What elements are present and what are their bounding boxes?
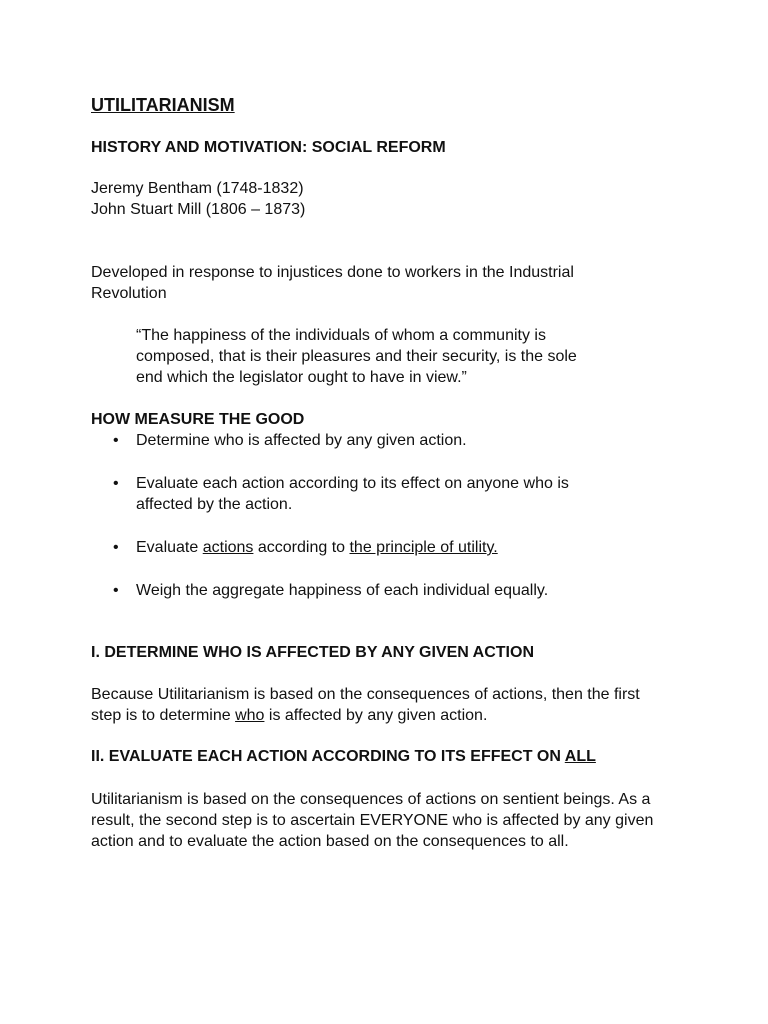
intro-paragraph: Developed in response to injustices done to workers in the Industrial Revolution: [91, 264, 574, 302]
list-item-text: Weigh the aggregate happiness of each individual equally.: [136, 582, 549, 599]
bullet-icon: •: [113, 539, 119, 556]
bullet-icon: •: [113, 582, 119, 599]
list-item-text: Evaluate each action according to its effect on anyone who is affected by the action.: [136, 475, 569, 513]
bentham-quote: “The happiness of the individuals of whom a community is composed, that is their pleasures and their security, is the sole end which the legislator ought to have in view.”: [136, 327, 577, 386]
list-item-underlined-actions: actions: [202, 539, 254, 556]
section-1-text-pre: Because Utilitarianism is based on the consequences of actions, then the first step is to determine: [91, 686, 640, 724]
section-2-heading-all: ALL: [564, 748, 596, 765]
section-1-heading: I. DETERMINE WHO IS AFFECTED BY ANY GIVEN ACTION: [91, 644, 534, 661]
list-item: [91, 580, 691, 601]
list-item-text-mid: according to: [253, 539, 350, 556]
measure-heading: HOW MEASURE THE GOOD: [91, 411, 305, 428]
history-heading: HISTORY AND MOTIVATION: SOCIAL REFORM: [91, 139, 446, 156]
bullet-icon: •: [113, 432, 119, 449]
section-1-paragraph: [91, 684, 666, 726]
list-item-text-pre: Evaluate: [136, 539, 203, 556]
section-2-heading-pre: II. EVALUATE EACH ACTION ACCORDING TO ITS EFFECT ON: [91, 748, 565, 765]
list-item: [91, 430, 691, 451]
bullet-icon: •: [113, 475, 119, 492]
section-1-text-post: is affected by any given action.: [264, 707, 488, 724]
person-mill: John Stuart Mill (1806 – 1873): [91, 201, 306, 218]
list-item: [91, 473, 576, 515]
section-2-heading: [91, 746, 691, 767]
list-item-underlined-principle: the principle of utility.: [349, 539, 498, 556]
measure-list: [91, 430, 691, 601]
list-item: [91, 537, 691, 558]
list-item-text: Determine who is affected by any given action.: [136, 432, 467, 449]
document-title: UTILITARIANISM: [91, 95, 235, 115]
person-bentham: Jeremy Bentham (1748-1832): [91, 180, 304, 197]
document-page: [91, 94, 691, 852]
section-1-underlined-who: who: [235, 707, 265, 724]
section-2-paragraph: Utilitarianism is based on the consequences of actions on sentient beings. As a result, the second step is to ascertain EVERYONE who is affected by any given action and to evaluate the action based on the consequences to all.: [91, 791, 654, 850]
